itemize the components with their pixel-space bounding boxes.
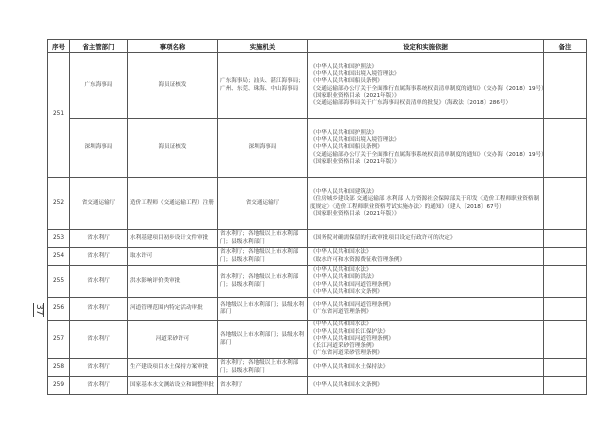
item-cell: 取水许可	[128, 248, 218, 266]
dept-cell: 深圳海事局	[70, 119, 128, 178]
dept-cell: 省水利厅	[70, 377, 128, 395]
row-number: 254	[48, 248, 70, 266]
basis-cell	[308, 53, 547, 119]
dept-cell: 省水利厅	[70, 266, 128, 298]
dept-cell: 省交通运输厅	[70, 178, 128, 230]
agency-cell: 省水利厅；各地级以上市水利部门；县级水利部门	[218, 230, 308, 248]
table-row	[48, 266, 587, 298]
table-header-row	[48, 40, 587, 53]
remarks-cell	[544, 53, 587, 119]
basis-line: 《长江河道采砂管理条例》	[310, 343, 378, 350]
item-cell: 海员证核发	[128, 53, 218, 119]
remarks-cell	[544, 321, 587, 359]
agency-cell: 各地级以上市水利部门；县级水利部门	[218, 298, 308, 321]
table-row	[48, 321, 587, 359]
basis-line: 《中华人民共和国护照法》	[310, 63, 378, 70]
agency-cell: 广东海事局；汕头、湛江海事局；广州、东莞、珠海、中山海事局	[218, 53, 308, 119]
remarks-cell	[544, 359, 587, 377]
basis-line: 《中华人民共和国长江保护法》	[310, 328, 389, 335]
basis-cell	[308, 178, 544, 230]
basis-line: 《广东省河道采砂管理条例》	[310, 350, 383, 357]
basis-line: 《中华人民共和国护照法》	[310, 129, 378, 136]
dept-cell: 省水利厅	[70, 230, 128, 248]
item-cell: 造价工程师（交通运输工程）注册	[128, 178, 218, 230]
basis-cell	[308, 377, 544, 395]
basis-line: 《中华人民共和国船员条例》	[310, 78, 383, 85]
basis-line: 《中华人民共和国船员条例》	[310, 144, 383, 151]
agency-cell: 深圳海事局	[218, 119, 308, 178]
item-cell: 生产建设项目水土保持方案审批	[128, 359, 218, 377]
basis-cell	[308, 321, 544, 359]
row-number: 257	[48, 321, 70, 359]
col-header-basis: 设定和实施依据	[308, 40, 544, 53]
col-header-agency: 实施机关	[218, 40, 308, 53]
remarks-cell	[544, 230, 587, 248]
basis-line: 《中华人民共和国水文条例》	[310, 288, 383, 295]
agency-cell: 省水利厅	[218, 377, 308, 395]
basis-line: 《中华人民共和国出境入境管理法》	[310, 137, 400, 144]
basis-line: 《住房城乡建设部 交通运输部 水利部 人力资源社会保障部关于印发〈造价工程师职业资格制度规定〉〈造价工程师职业资格考试实施办法〉的通知》（建人〔2018〕67号）	[310, 196, 540, 210]
dept-cell: 省水利厅	[70, 298, 128, 321]
page-number: 37	[30, 300, 44, 320]
remarks-cell	[544, 178, 587, 230]
item-cell: 河道采砂许可	[128, 321, 218, 359]
basis-line: 《中华人民共和国建筑法》	[310, 189, 378, 196]
basis-line: 《中华人民共和国水土保持法》	[310, 363, 389, 370]
basis-cell	[308, 359, 544, 377]
basis-cell	[308, 266, 544, 298]
basis-line: 《中华人民共和国水文条例》	[310, 381, 383, 388]
table-row	[48, 178, 587, 230]
items-table	[47, 39, 587, 395]
remarks-cell	[544, 266, 587, 298]
item-cell: 河道管理范围内特定活动审批	[128, 298, 218, 321]
col-header-dept: 省主管部门	[70, 40, 128, 53]
basis-line: 《国家职业资格目录（2021年版）》	[310, 92, 400, 99]
remarks-cell	[544, 248, 587, 266]
col-header-remarks: 备注	[544, 40, 587, 53]
row-number: 253	[48, 230, 70, 248]
row-number: 251	[48, 53, 70, 178]
basis-line: 《交通运输部海事局关于广东海事局权责清单的批复》（海政法〔2018〕286号）	[310, 99, 512, 106]
dept-cell: 广东海事局	[70, 53, 128, 119]
table-row	[48, 359, 587, 377]
basis-line: 《交通运输部办公厅关于全面推行直属海事系统权责清单制度的通知》（交办海（2018）19号）	[310, 151, 547, 158]
agency-cell: 各地级以上市水利部门；县级水利部门	[218, 321, 308, 359]
basis-line: 《中华人民共和国水法》	[310, 267, 372, 274]
basis-line: 《国务院对确需保留的行政审批项目设定行政许可的决定》	[310, 234, 456, 241]
basis-line: 《取水许可和水资源费征收管理条例》	[310, 256, 406, 263]
basis-line: 《国家职业资格目录（2021年版）》	[310, 210, 400, 217]
item-cell: 海员证核发	[128, 119, 218, 178]
table-row	[48, 377, 587, 395]
dept-cell: 省水利厅	[70, 359, 128, 377]
table-row	[48, 53, 587, 119]
basis-line: 《交通运输部办公厅关于全面推行直属海事系统权责清单制度的通知》（交办海（2018）19号）	[310, 85, 547, 92]
basis-line: 《中华人民共和国河道管理条例》	[310, 335, 394, 342]
agency-cell: 省水利厅；各地级以上市水利部门；县级水利部门	[218, 359, 308, 377]
dept-cell: 省水利厅	[70, 321, 128, 359]
col-header-seq: 序号	[48, 40, 70, 53]
remarks-cell	[544, 119, 587, 178]
basis-cell	[308, 298, 544, 321]
basis-cell	[308, 230, 544, 248]
agency-cell: 省水利厅；各地级以上市水利部门；县级水利部门	[218, 266, 308, 298]
basis-line: 《中华人民共和国出境入境管理法》	[310, 71, 400, 78]
col-header-item: 事项名称	[128, 40, 218, 53]
row-number: 258	[48, 359, 70, 377]
table-row	[48, 119, 587, 178]
item-cell: 水利基建项目初步设计文件审批	[128, 230, 218, 248]
basis-line: 《广东省河道管理条例》	[310, 309, 372, 315]
basis-line: 《中华人民共和国河道管理条例》	[310, 281, 394, 288]
item-cell: 国家基本水文测站设立和调整审批	[128, 377, 218, 395]
item-cell: 洪水影响评价类审批	[128, 266, 218, 298]
table-row	[48, 298, 587, 321]
row-number: 256	[48, 298, 70, 321]
remarks-cell	[544, 377, 587, 395]
agency-cell: 省水利厅；各地级以上市水利部门；县级水利部门	[218, 248, 308, 266]
row-number: 255	[48, 266, 70, 298]
basis-line: 《国家职业资格目录（2021年版）》	[310, 158, 400, 165]
basis-line: 《中华人民共和国河道管理条例》	[310, 301, 394, 308]
basis-cell	[308, 248, 544, 266]
basis-cell	[308, 119, 547, 178]
agency-cell: 省交通运输厅	[218, 178, 308, 230]
row-number: 252	[48, 178, 70, 230]
table-row	[48, 230, 587, 248]
row-number: 259	[48, 377, 70, 395]
table-row	[48, 248, 587, 266]
dept-cell: 省水利厅	[70, 248, 128, 266]
basis-line: 《中华人民共和国水法》	[310, 249, 372, 256]
basis-line: 《中华人民共和国防洪法》	[310, 274, 378, 281]
basis-line: 《中华人民共和国水法》	[310, 321, 372, 328]
remarks-cell	[544, 298, 587, 321]
